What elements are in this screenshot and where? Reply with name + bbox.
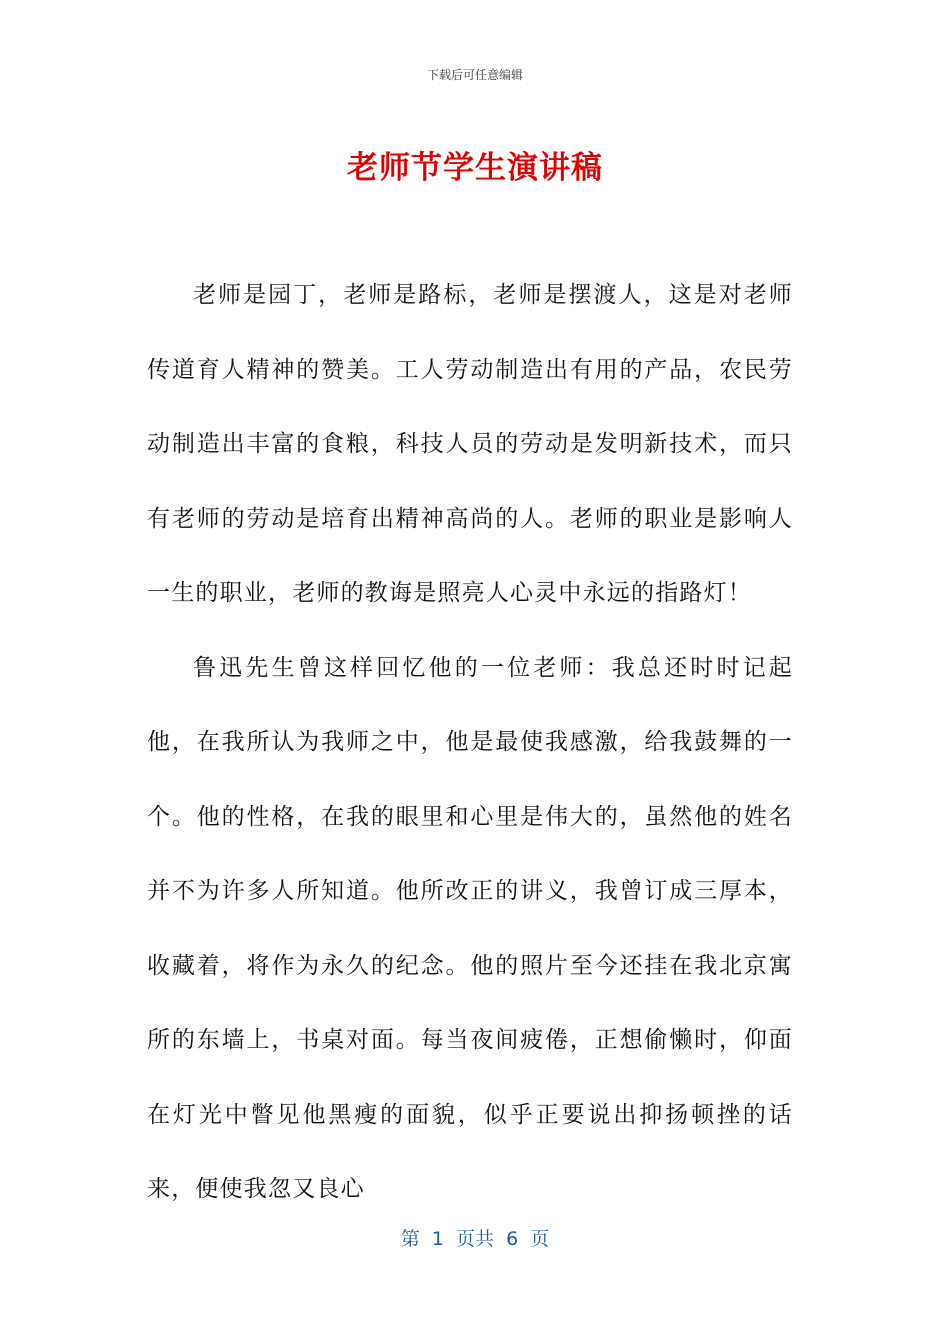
document-title: 老师节学生演讲稿: [347, 150, 603, 186]
page-number-footer: 第 1 页共 6 页: [400, 1228, 550, 1250]
paragraph-2: 鲁迅先生曾这样回忆他的一位老师：我总还时时记起他，在我所认为我师之中，他是最使我感激，给我鼓舞的一个。他的性格，在我的眼里和心里是伟大的，虽然他的姓名并不为许多人所知道。他所改正的讲义，我曾订成三厚本，收藏着，将作为永久的纪念。他的照片至今还挂在我北京寓所的东墙上，书桌对面。每当夜间疲倦，正想偷懒时，仰面在灯光中瞥见他黑瘦的面貌，似乎正要说出抑扬顿挫的话来，便使我忽又良心: [147, 654, 793, 1202]
document-body: [147, 258, 793, 1227]
paragraph-1: 老师是园丁，老师是路标，老师是摆渡人，这是对老师传道育人精神的赞美。工人劳动制造出有用的产品，农民劳动制造出丰富的食粮，科技人员的劳动是发明新技术，而只有老师的劳动是培育出精神高尚的人。老师的职业是影响人一生的职业，老师的教诲是照亮人心灵中永远的指路灯！: [147, 282, 793, 606]
header-note: 下载后可任意编辑: [426, 68, 523, 82]
